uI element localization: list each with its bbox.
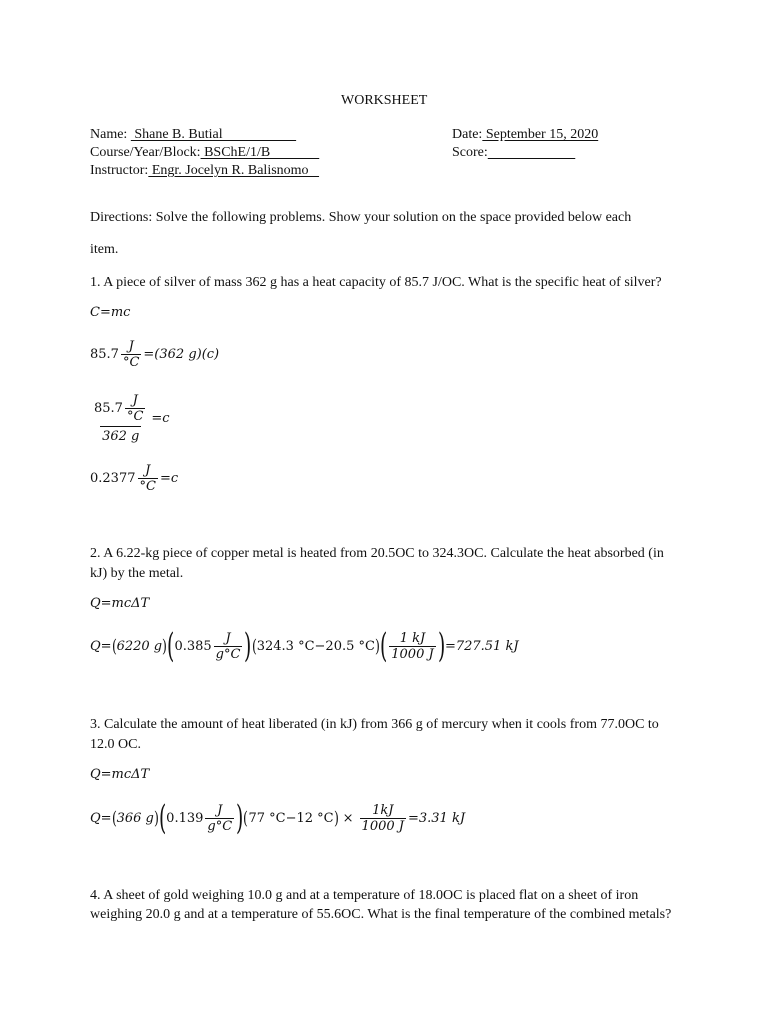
p3-times: × bbox=[342, 810, 354, 826]
problem-2-text-line2: kJ) by the metal. bbox=[90, 566, 184, 581]
name-value: Shane B. Butial bbox=[130, 127, 297, 142]
name-label: Name: bbox=[90, 127, 128, 142]
p1-eq2-rhs: =(362 g)(c) bbox=[143, 347, 220, 362]
problem-3-text-line1: 3. Calculate the amount of heat liberated (in kJ) from 366 g of mercury when it cools from 77.0OC to bbox=[90, 717, 659, 732]
p3-c-num: J bbox=[217, 802, 223, 818]
p3-conv-num: 1kJ bbox=[372, 802, 394, 818]
p1-eq3-numerator bbox=[92, 393, 149, 426]
p3-delta-t: 77 °C−12 °C bbox=[248, 810, 334, 826]
p2-c-num: J bbox=[225, 630, 231, 646]
p1-eq3-rhs: =c bbox=[151, 411, 170, 426]
course-value: BSChE/1/B bbox=[200, 145, 320, 160]
course-row bbox=[90, 144, 319, 162]
p2-c-val: 0.385 bbox=[174, 638, 212, 654]
p3-mass: 366 g bbox=[116, 810, 154, 826]
problem-3-text-line2: 12.0 OC. bbox=[90, 737, 141, 752]
p3-eq2: Q= ( 366 g ) ( 0.139 $\frac{J}{g^\circ C}$ ) ( 77 °C−12 °C ) × $\frac{1kJ}{1000 J}$ =3.31 kJ bbox=[90, 798, 466, 838]
p2-eq1: Q=mcΔT bbox=[90, 596, 150, 611]
directions-line2: item. bbox=[90, 242, 119, 257]
date-row bbox=[452, 126, 598, 144]
instructor-row bbox=[90, 162, 319, 180]
p2-eq2: Q= ( 6220 g ) ( 0.385 $\frac{J}{g^\circ C}$ ) ( 324.3 °C−20.5 °C ) ( $\frac{1 kJ}{1000 J}$ ) =727.51 kJ bbox=[90, 626, 519, 666]
problem-4-text-line2: weighing 20.0 g and at a temperature of 55.6OC. What is the final temperature of the combined metals? bbox=[90, 907, 672, 922]
score-label: Score: bbox=[452, 145, 488, 160]
p2-mass: 6220 g bbox=[116, 638, 163, 654]
page-title: WORKSHEET bbox=[341, 93, 428, 108]
p3-result: =3.31 kJ bbox=[407, 810, 466, 826]
p1-eq4-unit-num: J bbox=[145, 463, 151, 478]
p3-c-den: g°C bbox=[207, 818, 233, 834]
p1-eq3-unit bbox=[125, 393, 145, 424]
p1-eq3-num-val: 85.7 bbox=[94, 401, 123, 416]
course-label: Course/Year/Block: bbox=[90, 145, 201, 160]
name-row bbox=[90, 126, 296, 144]
p2-c-den: g°C bbox=[215, 646, 241, 662]
p2-delta-t: 324.3 °C−20.5 °C bbox=[256, 638, 375, 654]
problem-2-text-line1: 2. A 6.22-kg piece of copper metal is heated from 20.5OC to 324.3OC. Calculate the heat absorbed (in bbox=[90, 546, 664, 561]
p1-eq3 bbox=[90, 393, 170, 444]
p2-q: Q= bbox=[90, 638, 112, 654]
p3-eq1: Q=mcΔT bbox=[90, 767, 150, 782]
p3-c-val: 0.139 bbox=[166, 810, 204, 826]
p3-q: Q= bbox=[90, 810, 112, 826]
p1-eq4-unit bbox=[138, 463, 158, 494]
p1-eq4 bbox=[90, 463, 178, 494]
problem-1-text: 1. A piece of silver of mass 362 g has a heat capacity of 85.7 J/OC. What is the specific heat of silver? bbox=[90, 275, 662, 290]
directions-line1: Directions: Solve the following problems. Show your solution on the space provided below each bbox=[90, 210, 632, 225]
p1-eq4-val: 0.2377 bbox=[90, 471, 136, 486]
date-value: September 15, 2020 bbox=[482, 127, 599, 142]
p2-c-unit bbox=[214, 631, 243, 662]
p1-eq3-denominator: 362 g bbox=[100, 426, 141, 444]
p1-eq2 bbox=[90, 339, 219, 370]
p2-conversion bbox=[389, 631, 435, 662]
p1-eq3-unit-num: J bbox=[132, 393, 138, 408]
p1-eq2-lhs: 85.7 bbox=[90, 347, 119, 362]
instructor-value: Engr. Jocelyn R. Balisnomo bbox=[148, 163, 320, 178]
p1-eq4-rhs: =c bbox=[159, 471, 179, 486]
instructor-label: Instructor: bbox=[90, 163, 149, 178]
p3-conversion bbox=[360, 803, 406, 834]
p1-eq4-unit-den: °C bbox=[139, 479, 156, 494]
p1-eq2-unit-num: J bbox=[128, 339, 134, 354]
p1-eq2-unit bbox=[121, 339, 141, 370]
p3-c-unit bbox=[205, 803, 234, 834]
score-value bbox=[488, 145, 576, 160]
p1-eq2-unit-den: °C bbox=[122, 355, 140, 370]
problem-4-text-line1: 4. A sheet of gold weighing 10.0 g and at a temperature of 18.0OC is placed flat on a sheet of iron bbox=[90, 888, 639, 903]
p3-conv-den: 1000 J bbox=[361, 818, 404, 834]
p1-eq1: C=mc bbox=[90, 305, 131, 320]
score-row bbox=[452, 144, 575, 162]
p2-result: =727.51 kJ bbox=[444, 638, 519, 654]
p2-conv-num: 1 kJ bbox=[399, 630, 426, 646]
p2-conv-den: 1000 J bbox=[391, 646, 434, 662]
p1-eq3-fraction bbox=[92, 393, 149, 444]
p1-eq3-unit-den: °C bbox=[126, 409, 144, 424]
date-label: Date: bbox=[452, 127, 483, 142]
